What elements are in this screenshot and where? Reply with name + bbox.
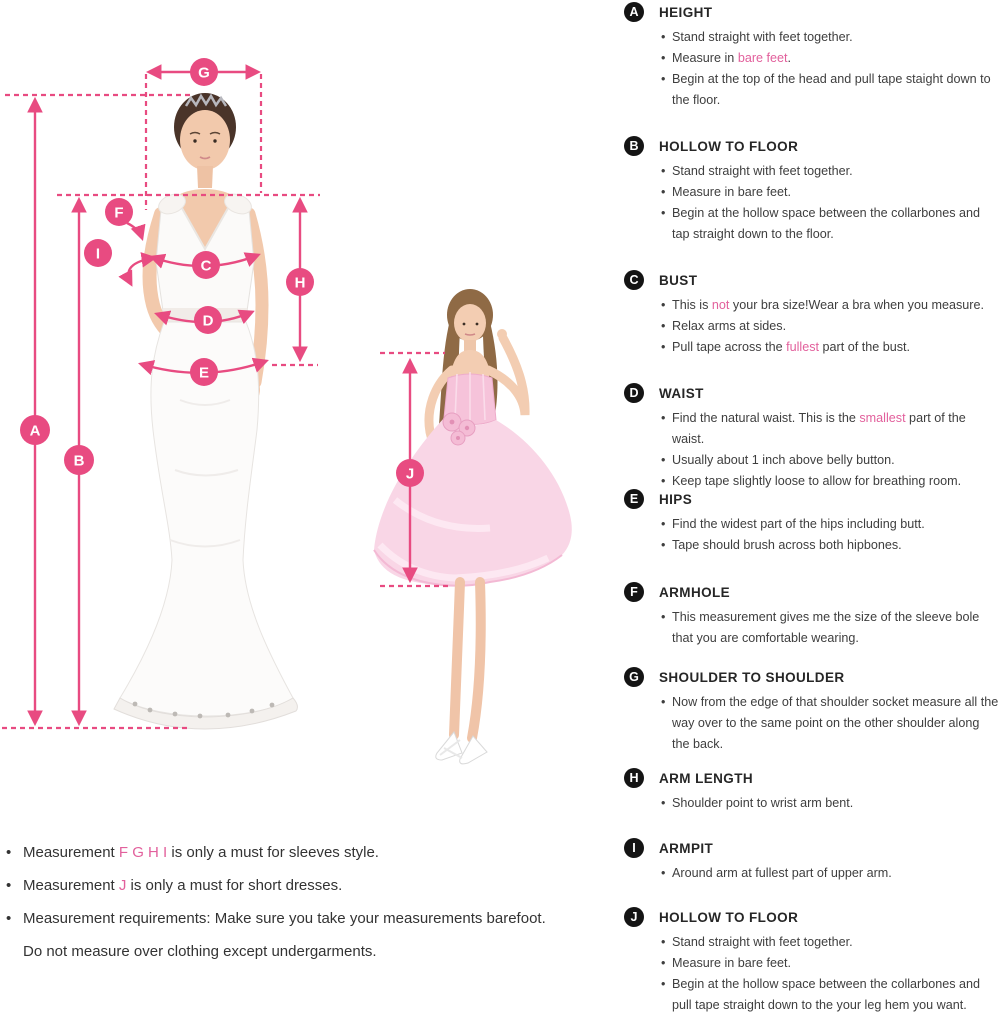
section-title: HIPS	[659, 491, 693, 507]
instruction-bullet	[661, 692, 1000, 755]
instruction-bullet	[661, 316, 1000, 337]
section-title: ARMPIT	[659, 840, 714, 856]
instruction-bullet	[661, 793, 1000, 814]
section-title: SHOULDER TO SHOULDER	[659, 669, 845, 685]
instruction-bullet	[661, 295, 1000, 316]
marker-b-letter: B	[73, 452, 85, 470]
highlighted-text: not	[711, 298, 730, 312]
section-letter-badge: B	[624, 136, 644, 156]
section-letter-badge: D	[624, 383, 644, 403]
white-shoe	[460, 736, 487, 764]
instruction-bullet	[661, 607, 1000, 649]
marker-e-letter: E	[198, 364, 210, 382]
note-item	[6, 869, 562, 902]
text-segment: is only a must for sleeves style.	[167, 844, 379, 861]
section-header	[622, 136, 1000, 156]
marker-h-arm-length	[286, 200, 314, 359]
instruction-bullet	[661, 450, 1000, 471]
section-letter-badge: I	[624, 838, 644, 858]
model-left-leg	[454, 582, 460, 735]
measurement-section	[622, 2, 1000, 111]
instruction-bullet	[661, 974, 1000, 1016]
section-letter-badge: A	[624, 2, 644, 22]
section-title: WAIST	[659, 385, 704, 401]
section-letter-badge: E	[624, 489, 644, 509]
section-header	[622, 768, 1000, 788]
text-segment: Stand straight with feet together.	[672, 935, 853, 949]
section-letter-badge: J	[624, 907, 644, 927]
marker-c-letter: C	[200, 257, 212, 275]
model-face	[454, 304, 486, 342]
instruction-bullet	[661, 932, 1000, 953]
marker-i-letter: I	[95, 245, 101, 263]
marker-j-letter: J	[405, 465, 415, 483]
section-bullets	[622, 607, 1000, 649]
section-title: HOLLOW TO FLOOR	[659, 138, 799, 154]
text-segment: Measure in bare feet.	[672, 956, 792, 970]
note-item	[6, 836, 562, 869]
marker-f-armhole	[105, 198, 142, 238]
text-segment: Measure in bare feet.	[672, 185, 792, 199]
measurement-notes	[6, 836, 562, 968]
text-segment: Keep tape slightly loose to allow for breathing room.	[672, 474, 962, 488]
text-segment: Find the widest part of the hips including butt.	[672, 517, 925, 531]
section-bullets	[622, 27, 1000, 111]
short-dress-figure	[340, 270, 620, 800]
text-segment: Begin at the hollow space between the collarbones and tap straight down to the floor.	[672, 206, 981, 241]
instruction-bullet	[661, 69, 1000, 111]
measurement-section	[622, 489, 1000, 556]
text-segment: Begin at the hollow space between the collarbones and pull tape straight down to the your leg hem you want.	[672, 977, 981, 1012]
text-segment: Shoulder point to wrist arm bent.	[672, 796, 854, 810]
measurement-sections	[622, 0, 1000, 1012]
marker-a-height	[20, 100, 50, 723]
section-header	[622, 907, 1000, 927]
section-header	[622, 582, 1000, 602]
measurement-section	[622, 838, 1000, 884]
measurement-section	[622, 768, 1000, 814]
text-segment: Tape should brush across both hipbones.	[672, 538, 902, 552]
marker-g-letter: G	[198, 64, 210, 82]
text-segment: Find the natural waist. This is the	[672, 411, 860, 425]
highlighted-text: fullest	[786, 340, 820, 354]
measurement-section	[622, 582, 1000, 649]
measurement-section	[622, 136, 1000, 245]
model-illustration	[374, 289, 572, 764]
text-segment: part of the bust.	[819, 340, 911, 354]
bride-face	[180, 110, 230, 170]
section-title: HEIGHT	[659, 4, 713, 20]
section-header	[622, 383, 1000, 403]
section-letter-badge: C	[624, 270, 644, 290]
instruction-bullet	[661, 48, 1000, 69]
text-segment: Measurement	[23, 877, 119, 894]
measurement-section	[622, 383, 1000, 492]
marker-b-hollow-to-floor	[64, 200, 94, 723]
text-segment: This measurement gives me the size of the sleeve bole that you are comfortable wearing.	[672, 610, 980, 645]
section-bullets	[622, 514, 1000, 556]
instruction-bullet	[661, 182, 1000, 203]
marker-d-letter: D	[202, 312, 214, 330]
highlighted-text: smallest	[859, 411, 906, 425]
text-segment: Begin at the top of the head and pull tape staight down to the floor.	[672, 72, 991, 107]
section-header	[622, 270, 1000, 290]
section-header	[622, 667, 1000, 687]
bride-illustration	[114, 93, 297, 729]
text-segment: Measurement requirements: Make sure you take your measurements barefoot. Do not measure over clothing except undergarments.	[23, 910, 546, 960]
section-bullets	[622, 692, 1000, 755]
section-bullets	[622, 408, 1000, 492]
section-bullets	[622, 295, 1000, 358]
section-title: ARMHOLE	[659, 584, 731, 600]
text-segment: Now from the edge of that shoulder socket measure all the way over to the same point on the other shoulder along the back.	[672, 695, 999, 751]
text-segment: Stand straight with feet together.	[672, 164, 853, 178]
section-bullets	[622, 863, 1000, 884]
note-item	[6, 902, 562, 968]
instruction-bullet	[661, 161, 1000, 182]
section-bullets	[622, 161, 1000, 245]
section-bullets	[622, 932, 1000, 1016]
marker-a-letter: A	[29, 422, 41, 440]
section-letter-badge: G	[624, 667, 644, 687]
marker-g-shoulder	[149, 58, 258, 86]
section-bullets	[622, 793, 1000, 814]
section-header	[622, 838, 1000, 858]
text-segment: part of the waist.	[672, 411, 966, 446]
text-segment: Measurement	[23, 844, 119, 861]
text-segment: Pull tape across the	[672, 340, 787, 354]
text-segment: is only a must for short dresses.	[126, 877, 343, 894]
text-segment: .	[787, 51, 792, 65]
instruction-bullet	[661, 337, 1000, 358]
text-segment: Relax arms at sides.	[672, 319, 787, 333]
instruction-bullet	[661, 535, 1000, 556]
text-segment: Measure in	[672, 51, 738, 65]
measurement-section	[622, 667, 1000, 755]
bride-neck	[197, 166, 213, 188]
measurement-section	[622, 270, 1000, 358]
text-segment: Around arm at fullest part of upper arm.	[672, 866, 892, 880]
highlighted-text: bare feet	[737, 51, 788, 65]
marker-h-letter: H	[294, 274, 306, 292]
long-dress-figure	[0, 0, 340, 745]
text-segment: Stand straight with feet together.	[672, 30, 853, 44]
section-title: HOLLOW TO FLOOR	[659, 909, 799, 925]
section-letter-badge: F	[624, 582, 644, 602]
section-letter-badge: H	[624, 768, 644, 788]
text-segment: This is	[672, 298, 712, 312]
highlighted-text: F G H I	[118, 844, 168, 861]
instruction-bullet	[661, 27, 1000, 48]
highlighted-text: J	[118, 877, 127, 894]
instruction-bullet	[661, 863, 1000, 884]
instruction-bullet	[661, 953, 1000, 974]
section-header	[622, 489, 1000, 509]
instruction-bullet	[661, 408, 1000, 450]
text-segment: your bra size!Wear a bra when you measure.	[729, 298, 984, 312]
section-header	[622, 2, 1000, 22]
section-title: BUST	[659, 272, 698, 288]
model-right-leg	[472, 582, 481, 738]
instruction-bullet	[661, 514, 1000, 535]
instruction-bullet	[661, 203, 1000, 245]
section-title: ARM LENGTH	[659, 770, 753, 786]
marker-f-letter: F	[114, 204, 124, 222]
text-segment: Usually about 1 inch above belly button.	[672, 453, 895, 467]
